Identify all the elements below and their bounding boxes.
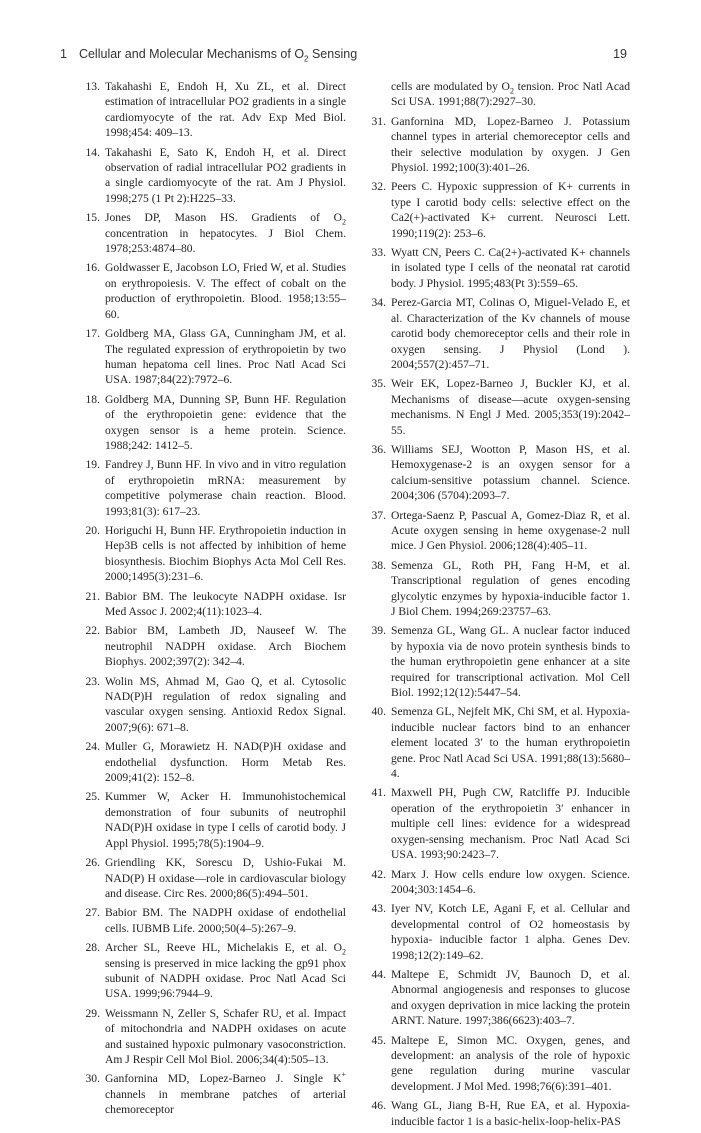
reference-item	[364, 245, 630, 291]
reference-item	[78, 789, 346, 851]
reference-item	[78, 79, 346, 141]
reference-item	[78, 623, 346, 669]
reference-text: Kummer W, Acker H. Immunohistochemical demonstration of four subunits of neutrophil NAD(P)H oxidase in type I cells of carotid body. J Appl Physiol. 1995;78(5):1904–9.	[105, 790, 346, 850]
reference-number: 33.	[371, 246, 386, 260]
reference-text: Goldberg MA, Glass GA, Cunningham JM, et al. The regulated expression of erythropoietin by two human hepatoma cell lines. Proc Natl Acad Sci USA. 1987;84(22):7972–6.	[105, 327, 346, 387]
reference-text: Marx J. How cells endure low oxygen. Science. 2004;303:1454–6.	[391, 867, 630, 896]
reference-item	[364, 442, 630, 504]
reference-item	[364, 1033, 630, 1095]
reference-text: Griendling KK, Sorescu D, Ushio-Fukai M. NAD(P) H oxidase—role in cardiovascular biology and disease. Circ Res. 2000;86(5):494–501.	[105, 856, 346, 900]
reference-number: 30.	[85, 1072, 100, 1086]
reference-number: 43.	[371, 902, 386, 916]
reference-item	[364, 623, 630, 700]
reference-text: Maltepe E, Simon MC. Oxygen, genes, and development: an analysis of the role of hypoxic gene regulation during murine vascular development. J Mol Med. 1998;76(6):391–401.	[391, 1033, 630, 1093]
reference-item	[78, 210, 346, 256]
reference-number: 38.	[371, 558, 386, 572]
reference-text: Takahashi E, Sato K, Endoh H, et al. Direct observation of radial intracellular PO2 gradients in a single cardiomyocyte of the rat. Am J Physiol. 1998;275 (1 Pt 2):H225–33.	[105, 145, 346, 205]
superscript: +	[341, 1070, 346, 1080]
reference-column-right	[364, 79, 630, 1133]
reference-item	[78, 1071, 346, 1117]
reference-number: 21.	[85, 589, 100, 603]
page-number: 19	[613, 47, 627, 61]
reference-text: Wyatt CN, Peers C. Ca(2+)-activated K+ channels in isolated type I cells of the neonatal rat carotid body. J Physiol. 1995;483(Pt 3):559–65.	[391, 246, 630, 290]
reference-number: 29.	[85, 1006, 100, 1020]
reference-number: 40.	[371, 705, 386, 719]
reference-item	[364, 867, 630, 898]
reference-number: 31.	[371, 114, 386, 128]
reference-item	[364, 1098, 630, 1129]
reference-text: Weissmann N, Zeller S, Schafer RU, et al. Impact of mitochondria and NADPH oxidases on acute and sustained hypoxic pulmonary vasoconstriction. Am J Respir Cell Mol Biol. 2006;34(4):505–13.	[105, 1006, 346, 1066]
reference-number: 27.	[85, 906, 100, 920]
reference-item	[364, 967, 630, 1029]
reference-item	[78, 855, 346, 901]
reference-text: Semenza GL, Roth PH, Fang H-M, et al. Transcriptional regulation of genes encoding glycolytic enzymes by hypoxia-inducible factor 1. J Biol Chem. 1994;269:23757–63.	[391, 558, 630, 618]
reference-column-left	[78, 79, 346, 1122]
reference-continuation: cells are modulated by $O_2$ tension. Proc Natl Acad Sci USA. 1991;88(7):2927–30.	[391, 80, 630, 109]
reference-text: Maltepe E, Schmidt JV, Baunoch D, et al. Abnormal angiogenesis and responses to glucose and oxygen deprivation in mice lacking the protein ARNT. Nature. 1997;386(6623):403–7.	[391, 967, 630, 1028]
reference-text: Semenza GL, Nejfelt MK, Chi SM, et al. Hypoxia-inducible nuclear factors bind to an enhancer element located 3′ to the human erythropoietin gene. Proc Natl Acad Sci USA. 1991;88(13):5680–4.	[391, 705, 630, 781]
reference-item	[78, 1006, 346, 1068]
reference-item	[364, 901, 630, 963]
reference-item	[78, 940, 346, 1002]
chapter-number: 1	[60, 47, 67, 61]
reference-text: channels in membrane patches of arterial chemoreceptor	[105, 1087, 346, 1117]
reference-number: 22.	[85, 624, 100, 638]
reference-text: Weir EK, Lopez-Barneo J, Buckler KJ, et al. Mechanisms of disease—acute oxygen-sensing mechanisms. N Engl J Med. 2005;353(19):2042–55.	[391, 377, 630, 437]
reference-text: Iyer NV, Kotch LE, Agani F, et al. Cellular and developmental control of O2 homeostasis by hypoxia- inducible factor 1 alpha. Genes Dev. 1998;12(2):149–62.	[391, 902, 630, 962]
reference-text: Archer SL, Reeve HL, Michelakis E, et al. O	[105, 941, 342, 955]
reference-number: 34.	[371, 296, 386, 310]
reference-text: Peers C. Hypoxic suppression of K+ currents in type I carotid body cells: selective effect on the Ca2(+)-activated K+ current. Neurosci Lett. 1990;119(2): 253–6.	[391, 180, 630, 240]
reference-text: Horiguchi H, Bunn HF. Erythropoietin induction in Hep3B cells is not affected by inhibition of heme biosynthesis. Biochim Biophys Acta Mol Cell Res. 2000;1495(3):231–6.	[105, 523, 346, 584]
reference-text: sensing is preserved in mice lacking the gp91 phox subunit of NADPH oxidase. Proc Natl Acad Sci USA. 1999;96:7944–9.	[105, 956, 346, 1001]
reference-number: 46.	[371, 1099, 386, 1113]
reference-number: 17.	[85, 327, 100, 341]
reference-number: 28.	[85, 941, 100, 955]
reference-number: 14.	[85, 145, 100, 159]
reference-number: 35.	[371, 377, 386, 391]
reference-number: 20.	[85, 523, 100, 537]
reference-text: Babior BM, Lambeth JD, Nauseef W. The neutrophil NADPH oxidase. Arch Biochem Biophys. 2002;397(2): 342–4.	[105, 624, 346, 669]
reference-text: Babior BM. The leukocyte NADPH oxidase. Isr Med Assoc J. 2002;4(11):1023–4.	[105, 589, 346, 618]
subscript: 2	[342, 217, 346, 227]
reference-item	[78, 326, 346, 388]
reference-item	[78, 260, 346, 322]
reference-item	[78, 589, 346, 620]
reference-text: Semenza GL, Wang GL. A nuclear factor induced by hypoxia via de novo protein synthesis binds to the human erythropoietin gene enhancer at a site required for transcriptional activation. Mol Cell Biol. 1992;12(12):5447–54.	[391, 624, 630, 700]
reference-item	[364, 785, 630, 862]
reference-text: Ganfornina MD, Lopez-Barneo J. Potassium channel types in arterial chemoreceptor cells and their selective modulation by oxygen. J Gen Physiol. 1992;100(3):401–26.	[391, 114, 630, 175]
reference-number: 24.	[85, 740, 100, 754]
reference-text: Jones DP, Mason HS. Gradients of O	[105, 211, 342, 225]
reference-item	[364, 704, 630, 781]
reference-item	[364, 179, 630, 241]
reference-text: Goldwasser E, Jacobson LO, Fried W, et al. Studies on erythropoiesis. V. The effect of cobalt on the production of erythropoietin. Blood. 1958;13:55–60.	[105, 261, 346, 321]
reference-number: 41.	[371, 786, 386, 800]
reference-item	[78, 145, 346, 207]
reference-item	[364, 558, 630, 620]
reference-number: 25.	[85, 790, 100, 804]
reference-number: 13.	[85, 80, 100, 93]
reference-text: Fandrey J, Bunn HF. In vivo and in vitro regulation of erythropoietin mRNA: measurement by competitive polymerase chain reaction. Blood. 1993;81(3): 617–23.	[105, 458, 346, 518]
reference-item	[364, 376, 630, 438]
reference-item	[78, 392, 346, 454]
reference-text: Perez-Garcia MT, Colinas O, Miguel-Velado E, et al. Characterization of the Kv channels of mouse carotid body chemoreceptor cells and their role in oxygen sensing. J Physiol (Lond ). 2004;557(2):457–71.	[391, 296, 630, 371]
reference-item	[364, 295, 630, 372]
reference-number: 39.	[371, 624, 386, 638]
reference-text: Wolin MS, Ahmad M, Gao Q, et al. Cytosolic NAD(P)H regulation of redox signaling and vascular oxygen sensing. Antioxid Redox Signal. 2007;9(6): 671–8.	[105, 674, 346, 734]
running-header	[60, 47, 627, 67]
reference-number: 32.	[371, 180, 386, 194]
reference-number: 42.	[371, 867, 386, 881]
reference-text: Ganfornina MD, Lopez-Barneo J. Single K	[105, 1072, 342, 1086]
reference-item	[78, 523, 346, 585]
reference-item	[364, 508, 630, 554]
reference-number: 37.	[371, 508, 386, 522]
reference-number: 19.	[85, 458, 100, 472]
reference-text: concentration in hepatocytes. J Biol Chem. 1978;253:4874–80.	[105, 226, 346, 256]
subscript: 2	[342, 947, 346, 957]
reference-number: 23.	[85, 674, 100, 688]
reference-text: Takahashi E, Endoh H, Xu ZL, et al. Direct estimation of intracellular PO2 gradients in a single cardiomyocyte of the rat. Adv Exp Med Biol. 1998;454: 409–13.	[105, 80, 346, 140]
reference-text: Babior BM. The NADPH oxidase of endothelial cells. IUBMB Life. 2000;50(4–5):267–9.	[105, 906, 346, 935]
reference-text: Williams SEJ, Wootton P, Mason HS, et al. Hemoxygenase-2 is an oxygen sensor for a calcium-sensitive potassium channel. Science. 2004;306 (5704):2093–7.	[391, 442, 630, 503]
reference-item	[78, 739, 346, 785]
reference-text: Muller G, Morawietz H. NAD(P)H oxidase and endothelial dysfunction. Horm Metab Res. 2009;41(2): 152–8.	[105, 740, 346, 785]
reference-number: 18.	[85, 392, 100, 406]
reference-number: 15.	[85, 211, 100, 225]
reference-number: 36.	[371, 442, 386, 456]
chapter-title: 1 Cellular and Molecular Mechanisms of $O_2$ Sensing	[60, 47, 358, 64]
reference-item	[78, 674, 346, 736]
reference-item	[78, 905, 346, 936]
reference-text: Maxwell PH, Pugh CW, Ratcliffe PJ. Inducible operation of the erythropoietin 3′ enhancer in multiple cell lines: evidence for a widespread oxygen-sensing mechanism. Proc Natl Acad Sci USA. 1993;90:2423–7.	[391, 786, 630, 862]
reference-number: 45.	[371, 1033, 386, 1047]
reference-number: 16.	[85, 261, 100, 275]
reference-text: Ortega-Saenz P, Pascual A, Gomez-Diaz R, et al. Acute oxygen sensing in heme oxygenase-2 null mice. J Gen Physiol. 2006;128(4):405–11.	[391, 508, 630, 553]
reference-item	[78, 457, 346, 519]
reference-number: 26.	[85, 856, 100, 870]
reference-text: Goldberg MA, Dunning SP, Bunn HF. Regulation of the erythropoietin gene: evidence that the oxygen sensor is a heme protein. Science. 1988;242: 1412–5.	[105, 392, 346, 452]
reference-number: 44.	[371, 967, 386, 981]
reference-item	[364, 114, 630, 176]
reference-text: Wang GL, Jiang B-H, Rue EA, et al. Hypoxia-inducible factor 1 is a basic-helix-loop-helix-PAS	[391, 1099, 630, 1128]
